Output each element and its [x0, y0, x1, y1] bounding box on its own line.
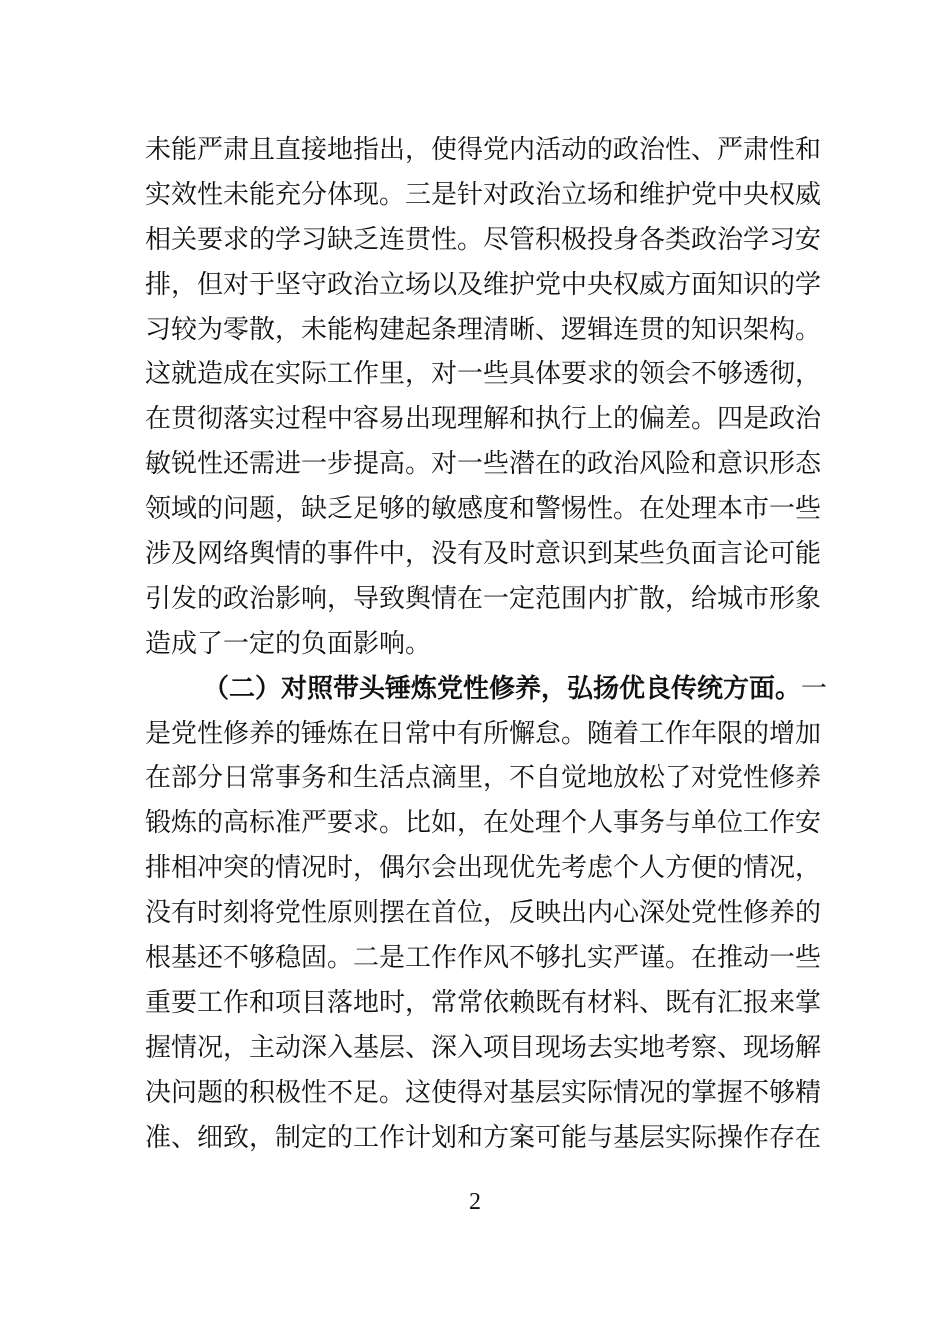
- text-line: 实效性未能充分体现。三是针对政治立场和维护党中央权威: [145, 179, 822, 210]
- body-text: [145, 128, 828, 1160]
- text-line: 领域的问题，缺乏足够的敏感度和警惕性。在处理本市一些: [145, 494, 822, 525]
- text-line: 在贯彻落实过程中容易出现理解和执行上的偏差。四是政治: [145, 404, 822, 435]
- text-line: 没有时刻将党性原则摆在首位，反映出内心深处党性修养的: [145, 898, 822, 929]
- text-line: 涉及网络舆情的事件中，没有及时意识到某些负面言论可能: [145, 539, 822, 570]
- text-line: 准、细致，制定的工作计划和方案可能与基层实际操作存在: [145, 1122, 822, 1153]
- page-number: 2: [469, 1189, 481, 1215]
- text-line: 相关要求的学习缺乏连贯性。尽管积极投身各类政治学习安: [145, 224, 822, 255]
- text-line: 握情况，主动深入基层、深入项目现场去实地考察、现场解: [145, 1032, 822, 1063]
- text-line: 锻炼的高标准严要求。比如，在处理个人事务与单位工作安: [145, 808, 822, 839]
- text-line: 习较为零散，未能构建起条理清晰、逻辑连贯的知识架构。: [145, 314, 822, 345]
- section-heading-line: [145, 667, 828, 712]
- text-line: 敏锐性还需进一步提高。对一些潜在的政治风险和意识形态: [145, 449, 822, 480]
- text-line: 重要工作和项目落地时，常常依赖既有材料、既有汇报来掌: [145, 987, 822, 1018]
- section-heading-tail: 一: [801, 673, 828, 704]
- text-line: 是党性修养的锤炼在日常中有所懈怠。随着工作年限的增加: [145, 718, 822, 749]
- section-heading: （二）对照带头锤炼党性修养，弘扬优良传统方面。: [203, 673, 802, 704]
- text-line: 在部分日常事务和生活点滴里，不自觉地放松了对党性修养: [145, 763, 822, 794]
- text-line: 根基还不够稳固。二是工作作风不够扎实严谨。在推动一些: [145, 943, 822, 974]
- text-line: 造成了一定的负面影响。: [145, 628, 432, 659]
- text-line: 决问题的积极性不足。这使得对基层实际情况的掌握不够精: [145, 1077, 822, 1108]
- text-line: 引发的政治影响，导致舆情在一定范围内扩散，给城市形象: [145, 583, 822, 614]
- text-line: 这就造成在实际工作里，对一些具体要求的领会不够透彻，: [145, 359, 822, 390]
- text-line: 未能严肃且直接地指出，使得党内活动的政治性、严肃性和: [145, 135, 822, 165]
- text-line: 排，但对于坚守政治立场以及维护党中央权威方面知识的学: [145, 269, 822, 300]
- text-line: 排相冲突的情况时，偶尔会出现优先考虑个人方便的情况，: [145, 853, 822, 884]
